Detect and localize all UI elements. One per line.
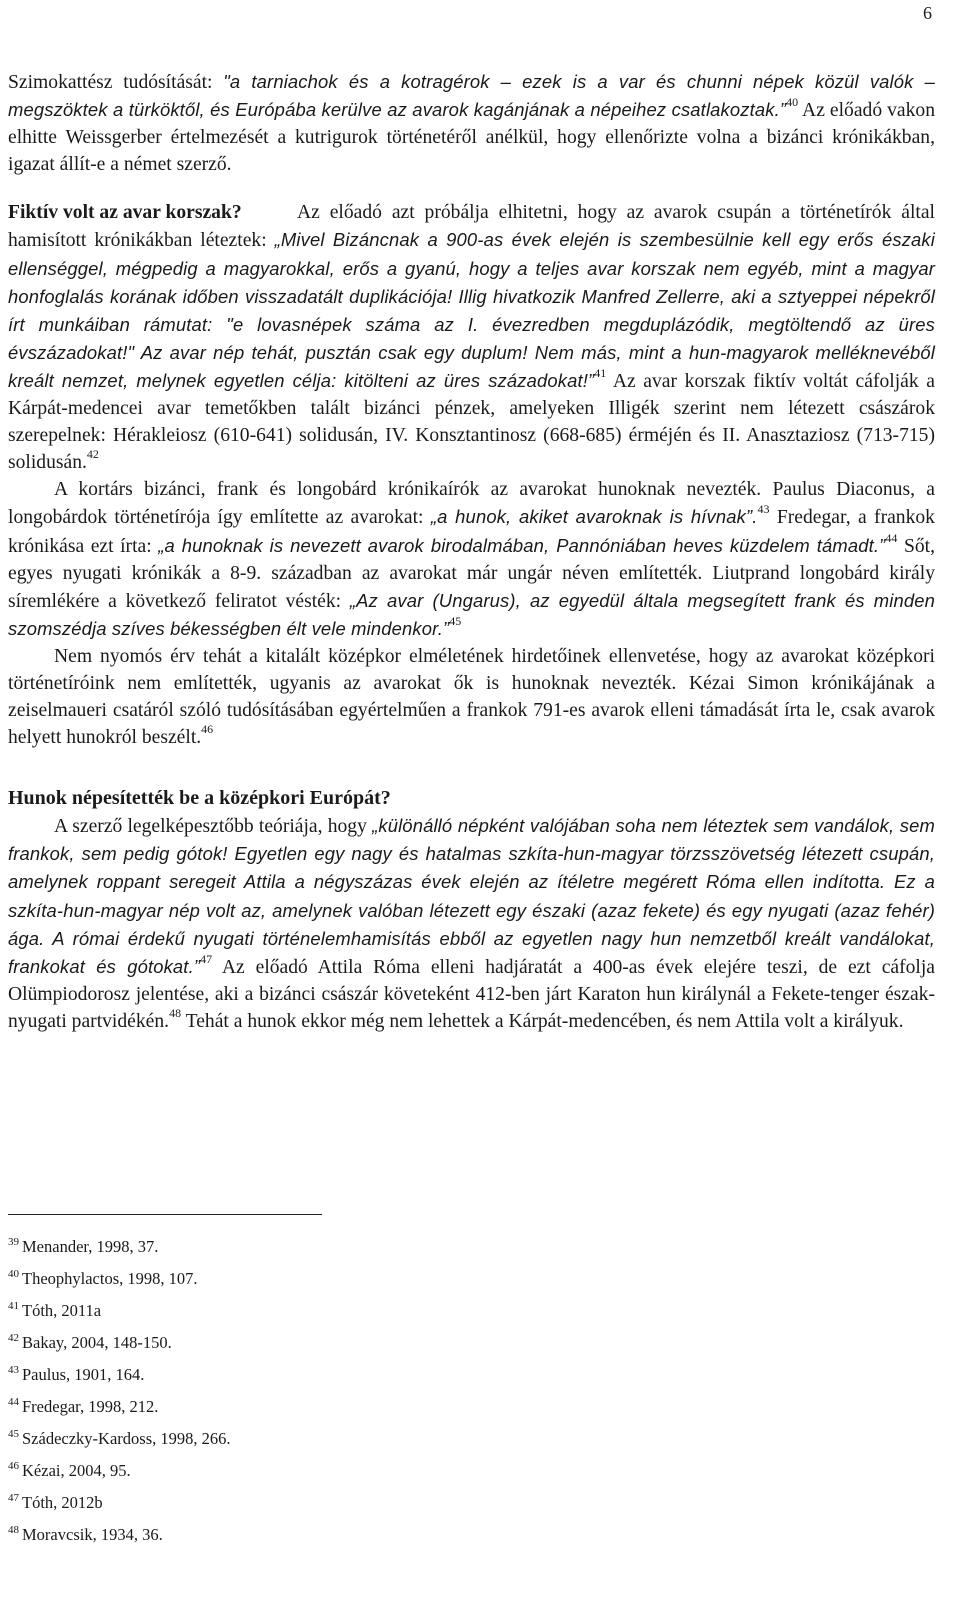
paragraph-2: Az előadó azt próbálja elhitetni, hogy az avarok csupán a történetírók által hamisított krónikákban léteztek: „Mivel Bizáncnak a 900-as évek elején is szembesülnie kell egy erős északi ellenséggel, mégpedig a magyarokkal, erős a gyanú, hogy a teljes avar korszak nem egyéb, mint a magyar honfoglalás korának időben visszadatált duplikációja! Illig hivatkozik Manfred Zellerre, aki a sztyeppei népekről írt munkáiban rámutat: "e lovasnépek száma az I. évezredben megduplázódik, megtöltendő az üres évszázadokat!" Az avar nép tehát, pusztán csak egy duplum! Nem más, mint a hun-magyarok melléknevéből kreált nemzet, melynek egyetlen célja: kitölteni az üres századokat!”$^{41}$ Az avar korszak fiktív voltát cáfolják a Kárpát-medencei avar temetőkben talált bizánci pénzek, amelyeken Illigék szerint nem létezett császárok szerepelnek: Hérakleiosz (610-641) solidusán, IV. Konsztantinosz (668-685) érméjén és II. Anasztaziosz (713-715) solidusán.$^{42}$	[8, 202, 935, 474]
quote: „Mivel Bizáncnak a 900-as évek elején is szembesülnie kell egy erős északi ellenséggel, mégpedig a magyarokkal, erős a gyanú, hogy a teljes avar korszak nem egyéb, mint a magyar honfoglalás korának időben visszadatált duplikációja! Illig hivatkozik Manfred Zellerre, aki a sztyeppei népekről írt munkáiban rámutat: "e lovasnépek száma az I. évezredben megduplázódik, megtöltendő az üres évszázadokat!" Az avar nép tehát, pusztán csak egy duplum! Nem más, mint a hun-magyarok melléknevéből kreált nemzet, melynek egyetlen célja: kitölteni az üres századokat!”	[8, 229, 935, 391]
footnote-ref-40[interactable]: 40	[786, 95, 799, 110]
footnote-ref-41[interactable]: 41	[594, 365, 607, 380]
footnote-ref-43[interactable]: 43	[757, 502, 770, 517]
footnote-ref-48[interactable]: 48	[169, 1005, 182, 1020]
footnote-item: $^{43}$ Paulus, 1901, 164.	[8, 1364, 145, 1384]
footnote-ref-45[interactable]: 45	[449, 613, 462, 628]
footnote-separator	[8, 1214, 322, 1215]
paragraph-5: A szerző legelképesztőbb teóriája, hogy „különálló népként valójában soha nem léteztek sem vandálok, sem frankok, sem pedig gótok! Egyetlen egy nagy és hatalmas szkíta-hun-magyar törzsszövetség létezett csupán, amelynek roppant seregeit Attila a négyszázas évek elején az ítéletre megérett Róma ellen indította. Ez a szkíta-hun-magyar nép volt az, amelynek valóban létezett egy északi (azaz fekete) és egy nyugati (azaz fehér) ága. A római érdekű nyugati történelemhamisítás ebből az egyetlen nagy hun nemzetből kreált vandálokat, frankokat és gótokat.”$^{47}$ Az előadó Attila Róma elleni hadjáratát a 400-as évek elejére teszi, de ezt cáfolja Olümpiodorosz jelentése, aki a bizánci császár követeként 412-ben járt Karaton hun királynál a Fekete-tenger észak-nyugati partvidékén.$^{48}$ Tehát a hunok ekkor még nem lehettek a Kárpát-medencében, és nem Attila volt a királyuk.	[8, 815, 935, 1032]
footnote-item: $^{48}$ Moravcsik, 1934, 36.	[8, 1524, 163, 1544]
paragraph-3: A kortárs bizánci, frank és longobárd krónikaírók az avarokat hunoknak nevezték. Paulus Diaconus, a longobárdok történetírója így említette az avarokat: „a hunok, akiket avaroknak is hívnak”.$^{43}$ Fredegar, a frankok krónikása ezt írta: „a hunoknak is nevezett avarok birodalmában, Pannóniában heves küzdelem támadt.”$^{44}$ Sőt, egyes nyugati krónikák a 8-9. században az avarokat már ungár néven említették. Liutprand longobárd király síremlékére a következő feliratot vésték: „Az avar (Ungarus), az egyedül általa megsegített frank és minden szomszédja szíves békességben élt vele mindenkor.”$^{45}$	[8, 479, 936, 639]
quote: „a hunok, akiket avaroknak is hívnak”.	[430, 506, 758, 528]
footnote-item: $^{45}$ Szádeczky-Kardoss, 1998, 266.	[8, 1428, 231, 1448]
footnote-item: $^{44}$ Fredegar, 1998, 212.	[8, 1396, 159, 1416]
footnote-ref-42[interactable]: 42	[86, 447, 99, 462]
quote: „különálló népként valójában soha nem léteztek sem vandálok, sem frankok, sem pedig gótok! Egyetlen egy nagy és hatalmas szkíta-hun-magyar törzsszövetség létezett csupán, amelynek roppant seregeit Attila a négyszázas évek elején az ítéletre megérett Róma ellen indította. Ez a szkíta-hun-magyar nép volt az, amelynek valóban létezett egy északi (azaz fekete) és egy nyugati (azaz fehér) ága. A római érdekű nyugati történelemhamisítás ebből az egyetlen nagy hun nemzetből kreált vandálokat, frankokat és gótokat.”	[8, 815, 935, 977]
footnote-item: $^{40}$ Theophylactos, 1998, 107.	[8, 1268, 198, 1288]
section-heading-avar: Fiktív volt az avar korszak?	[8, 202, 242, 224]
paragraph-1: Szimokattész tudósítását: "a tarniachok és a kotragérok – ezek is a var és chunni népek közül valók – megszöktek a türköktől, és Európába kerülve az avarok kagánjának a népeihez csatlakoztak.”$^{40}$ Az előadó vakon elhitte Weissgerber értelmezését a kutrigurok történetéről anélkül, hogy ellenőrizte volna a bizánci krónikákban, igazat állít-e a német szerző.	[8, 71, 935, 176]
footnote-ref-44[interactable]: 44	[885, 530, 898, 545]
footnote-item: $^{46}$ Kézai, 2004, 95.	[8, 1460, 131, 1480]
footnote-item: $^{47}$ Tóth, 2012b	[8, 1492, 103, 1512]
paragraph-4: Nem nyomós érv tehát a kitalált középkor elméletének hirdetőinek ellenvetése, hogy az avarokat középkori történetíróink nem említették, ugyanis az avarokat ők is hunoknak nevezték. Kézai Simon krónikájának a zeiselmaueri csatáról szóló tudósításában egyértelműen a frankok 791-es avarok elleni támadását írta le, csak avarok helyett hunokról beszélt.$^{46}$	[8, 645, 935, 749]
footnote-ref-47[interactable]: 47	[200, 951, 213, 966]
footnote-ref-46[interactable]: 46	[201, 722, 214, 737]
footnote-item: $^{42}$ Bakay, 2004, 148-150.	[8, 1332, 172, 1352]
page-number: 6	[923, 3, 932, 23]
main-text	[8, 68, 935, 1035]
quote: „Az avar (Ungarus), az egyedül általa megsegített frank és minden szomszédja szíves békességben élt vele mindenkor.”	[8, 589, 935, 639]
quote: "a tarniachok és a kotragérok – ezek is a var és chunni népek közül valók – megszöktek a türköktől, és Európába kerülve az avarok kagánjának a népeihez csatlakoztak.”	[8, 71, 935, 121]
quote: „a hunoknak is nevezett avarok birodalmában, Pannóniában heves küzdelem támadt.”	[158, 534, 886, 556]
footnote-item: $^{41}$ Tóth, 2011a	[8, 1300, 102, 1320]
footnotes	[8, 1214, 608, 1557]
section-heading-hunok: Hunok népesítették be a középkori Európát?	[8, 787, 391, 810]
footnote-item: $^{39}$ Menander, 1998, 37.	[8, 1236, 159, 1256]
